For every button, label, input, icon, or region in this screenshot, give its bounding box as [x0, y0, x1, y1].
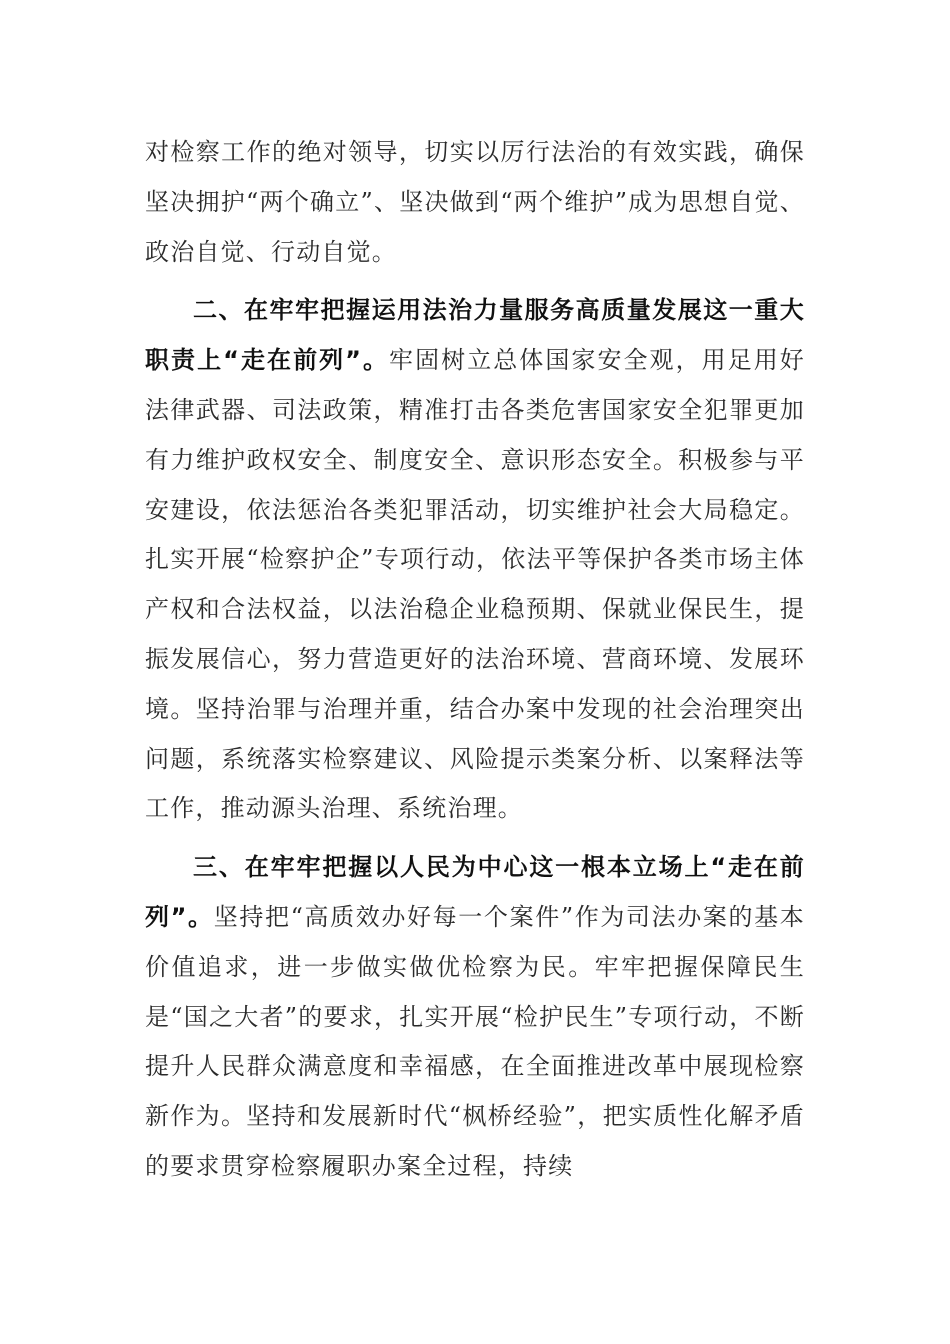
paragraph-section-two: [145, 286, 805, 834]
section-three-text: 坚持把“高质效办好每一个案件”作为司法办案的基本价值追求，进一步做实做优检察为民。牢牢把握保障民生是“国之大者”的要求，扎实开展“检护民生”专项行动，不断提升人民群众满意度和幸福感，在全面推进改革中展现检察新作为。坚持和发展新时代“枫桥经验”，把实质性化解矛盾的要求贯穿检察履职办案全过程，持续: [145, 902, 806, 1180]
section-three-heading: 三、在牢牢把握以人民为中心这一根本立场上“走在前列”。: [145, 853, 805, 931]
section-two-text: 牢固树立总体国家安全观，用足用好法律武器、司法政策，精准打击各类危害国家安全犯罪更加有力维护政权安全、制度安全、意识形态安全。积极参与平安建设，依法惩治各类犯罪活动，切实维护社会大局稳定。扎实开展“检察护企”专项行动，依法平等保护各类市场主体产权和合法权益，以法治稳企业稳预期、保就业保民生，提振发展信心，努力营造更好的法治环境、营商环境、发展环境。坚持治罪与治理并重，结合办案中发现的社会治理突出问题，系统落实检察建议、风险提示类案分析、以案释法等工作，推动源头治理、系统治理。: [145, 346, 805, 823]
section-two-heading: 二、在牢牢把握运用法治力量服务高质量发展这一重大职责上“走在前列”。: [145, 296, 805, 375]
paragraph-section-three: [145, 843, 805, 1192]
paragraph-continuation: [145, 128, 805, 277]
paragraph-1-text: 对检察工作的绝对领导，切实以厉行法治的有效实践，确保坚决拥护“两个确立”、坚决做到“两个维护”成为思想自觉、政治自觉、行动自觉。: [145, 138, 805, 266]
document-body: [145, 128, 805, 1192]
